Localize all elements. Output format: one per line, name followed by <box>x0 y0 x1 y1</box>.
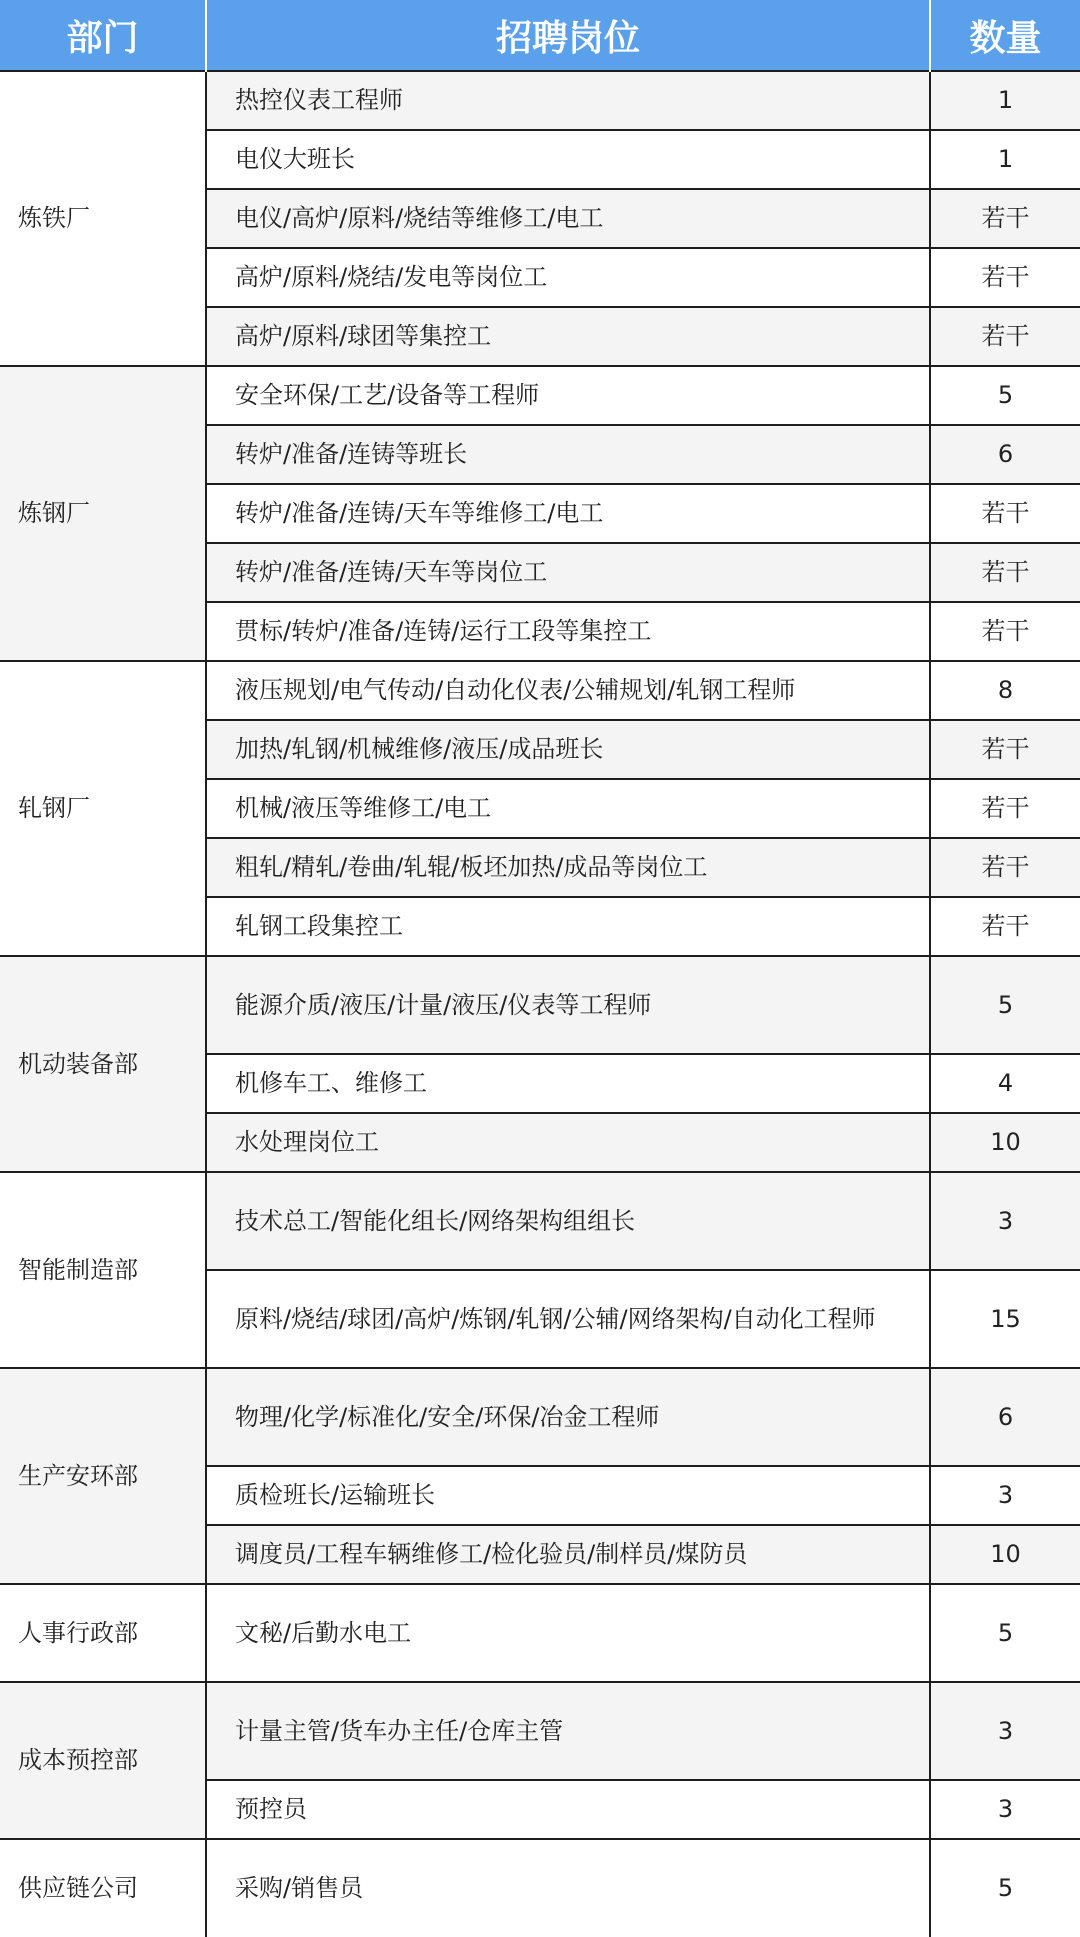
position-cell: 电仪大班长 <box>206 130 930 189</box>
dept-cell: 人事行政部 <box>0 1584 206 1682</box>
count-cell: 1 <box>930 71 1080 130</box>
count-cell: 3 <box>930 1682 1080 1780</box>
position-cell: 机修车工、维修工 <box>206 1054 930 1113</box>
count-cell: 若干 <box>930 838 1080 897</box>
position-cell: 计量主管/货车办主任/仓库主管 <box>206 1682 930 1780</box>
count-cell: 5 <box>930 956 1080 1054</box>
header-count: 数量 <box>930 0 1080 71</box>
dept-cell: 供应链公司 <box>0 1839 206 1937</box>
position-cell: 高炉/原料/球团等集控工 <box>206 307 930 366</box>
count-cell: 若干 <box>930 779 1080 838</box>
count-cell: 4 <box>930 1054 1080 1113</box>
table-row <box>0 1682 1080 1780</box>
dept-cell: 炼铁厂 <box>0 71 206 366</box>
table-row <box>0 71 1080 130</box>
position-cell: 加热/轧钢/机械维修/液压/成品班长 <box>206 720 930 779</box>
position-cell: 液压规划/电气传动/自动化仪表/公辅规划/轧钢工程师 <box>206 661 930 720</box>
position-cell: 高炉/原料/烧结/发电等岗位工 <box>206 248 930 307</box>
position-cell: 原料/烧结/球团/高炉/炼钢/轧钢/公辅/网络架构/自动化工程师 <box>206 1270 930 1368</box>
position-cell: 贯标/转炉/准备/连铸/运行工段等集控工 <box>206 602 930 661</box>
position-cell: 采购/销售员 <box>206 1839 930 1937</box>
count-cell: 5 <box>930 366 1080 425</box>
count-cell: 10 <box>930 1525 1080 1584</box>
position-cell: 水处理岗位工 <box>206 1113 930 1172</box>
count-cell: 若干 <box>930 248 1080 307</box>
table-row <box>0 1368 1080 1466</box>
dept-cell: 轧钢厂 <box>0 661 206 956</box>
position-cell: 转炉/准备/连铸/天车等岗位工 <box>206 543 930 602</box>
position-cell: 技术总工/智能化组长/网络架构组组长 <box>206 1172 930 1270</box>
position-cell: 转炉/准备/连铸/天车等维修工/电工 <box>206 484 930 543</box>
count-cell: 3 <box>930 1780 1080 1839</box>
position-cell: 热控仪表工程师 <box>206 71 930 130</box>
count-cell: 8 <box>930 661 1080 720</box>
position-cell: 粗轧/精轧/卷曲/轧辊/板坯加热/成品等岗位工 <box>206 838 930 897</box>
count-cell: 若干 <box>930 602 1080 661</box>
position-cell: 电仪/高炉/原料/烧结等维修工/电工 <box>206 189 930 248</box>
count-cell: 6 <box>930 1368 1080 1466</box>
count-cell: 若干 <box>930 307 1080 366</box>
dept-cell: 智能制造部 <box>0 1172 206 1368</box>
position-cell: 轧钢工段集控工 <box>206 897 930 956</box>
count-cell: 15 <box>930 1270 1080 1368</box>
dept-cell: 炼钢厂 <box>0 366 206 661</box>
position-cell: 转炉/准备/连铸等班长 <box>206 425 930 484</box>
position-cell: 预控员 <box>206 1780 930 1839</box>
dept-cell: 成本预控部 <box>0 1682 206 1839</box>
position-cell: 质检班长/运输班长 <box>206 1466 930 1525</box>
count-cell: 6 <box>930 425 1080 484</box>
count-cell: 若干 <box>930 720 1080 779</box>
table-body <box>0 71 1080 1937</box>
table-row <box>0 1172 1080 1270</box>
table-row <box>0 661 1080 720</box>
count-cell: 1 <box>930 130 1080 189</box>
count-cell: 3 <box>930 1172 1080 1270</box>
position-cell: 安全环保/工艺/设备等工程师 <box>206 366 930 425</box>
position-cell: 能源介质/液压/计量/液压/仪表等工程师 <box>206 956 930 1054</box>
position-cell: 文秘/后勤水电工 <box>206 1584 930 1682</box>
dept-cell: 生产安环部 <box>0 1368 206 1584</box>
header-position: 招聘岗位 <box>206 0 930 71</box>
header-dept: 部门 <box>0 0 206 71</box>
position-cell: 调度员/工程车辆维修工/检化验员/制样员/煤防员 <box>206 1525 930 1584</box>
header-row <box>0 0 1080 71</box>
count-cell: 若干 <box>930 897 1080 956</box>
dept-cell: 机动装备部 <box>0 956 206 1172</box>
table-row <box>0 366 1080 425</box>
position-cell: 物理/化学/标准化/安全/环保/冶金工程师 <box>206 1368 930 1466</box>
count-cell: 若干 <box>930 189 1080 248</box>
count-cell: 若干 <box>930 543 1080 602</box>
count-cell: 3 <box>930 1466 1080 1525</box>
position-cell: 机械/液压等维修工/电工 <box>206 779 930 838</box>
count-cell: 5 <box>930 1839 1080 1937</box>
table-row <box>0 956 1080 1054</box>
table-row <box>0 1584 1080 1682</box>
count-cell: 若干 <box>930 484 1080 543</box>
count-cell: 10 <box>930 1113 1080 1172</box>
table-row <box>0 1839 1080 1937</box>
count-cell: 5 <box>930 1584 1080 1682</box>
